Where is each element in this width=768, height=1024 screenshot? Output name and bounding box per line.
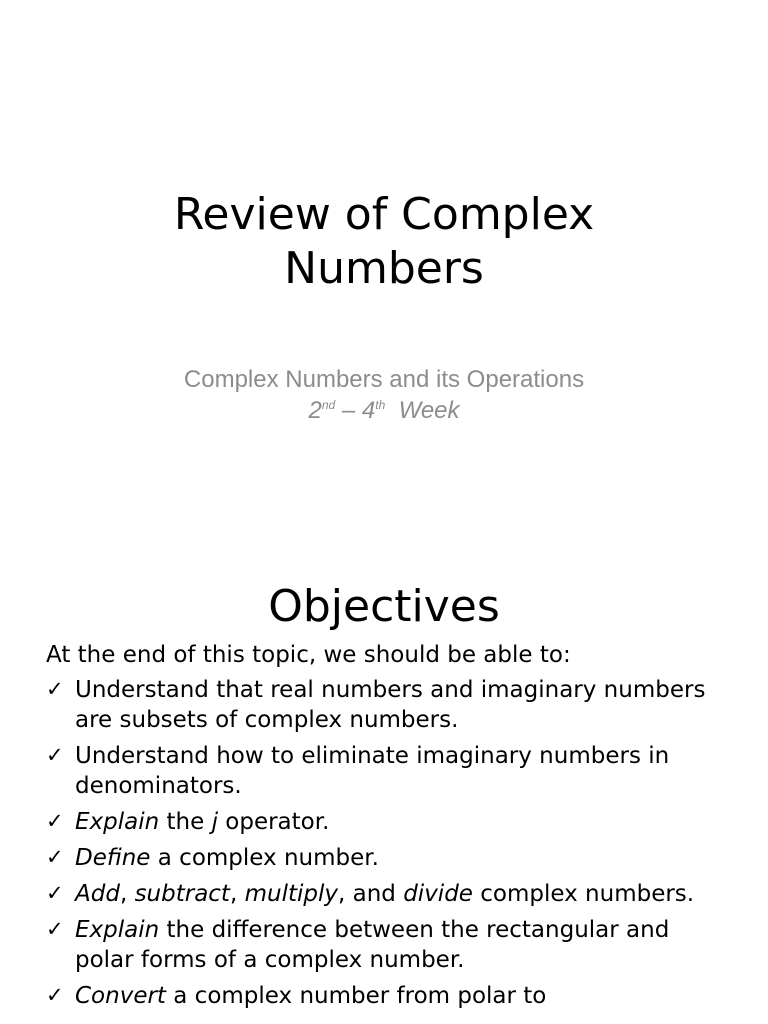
objectives-list [46, 675, 726, 1017]
objectives-slide [0, 560, 768, 1024]
objective-item [46, 981, 726, 1011]
checkmark-icon: ✓ [46, 881, 64, 905]
week-dash: – [335, 397, 362, 424]
objectives-heading: Objectives [268, 581, 500, 632]
checkmark-icon: ✓ [46, 809, 64, 833]
subtitle-text: Complex Numbers and its Operations [183, 366, 585, 393]
objective-text: Understand that real numbers and imaginary numbers are subsets of complex numbers. [75, 677, 706, 733]
week-end-suffix: th [375, 398, 386, 412]
checkmark-icon: ✓ [46, 917, 64, 941]
checkmark-icon: ✓ [46, 845, 64, 869]
objective-text: Understand how to eliminate imaginary numbers in denominators. [75, 743, 670, 799]
objective-term: j [211, 809, 218, 835]
objective-item [46, 807, 726, 837]
slide-title-line-1: Review of Complex [173, 189, 595, 240]
objective-verb: Explain [75, 917, 160, 943]
objective-verb: Convert [75, 983, 166, 1009]
objective-item [46, 843, 726, 873]
objective-item [46, 675, 726, 735]
objective-verb: Add [75, 881, 120, 907]
objective-verb: divide [403, 881, 473, 907]
week-range [0, 395, 768, 426]
objective-verb: multiply [244, 881, 338, 907]
objective-verb: Define [75, 845, 151, 871]
week-word: Week [398, 397, 460, 424]
objective-text: , [119, 881, 135, 907]
objective-text: a complex number. [150, 845, 379, 871]
objective-text: a complex number from polar to [165, 983, 547, 1009]
slide-title [0, 188, 768, 296]
week-start-suffix: nd [321, 398, 336, 412]
objective-text: operator. [217, 809, 330, 835]
checkmark-icon: ✓ [46, 743, 64, 767]
objective-text: , and [337, 881, 404, 907]
objective-text: complex numbers. [472, 881, 695, 907]
objective-text: the [159, 809, 212, 835]
objective-text: the difference between the rectangular and polar forms of a complex number. [75, 917, 677, 973]
slide-subtitle [0, 364, 768, 426]
checkmark-icon: ✓ [46, 983, 64, 1007]
objective-verb: subtract [134, 881, 230, 907]
objective-text: , [229, 881, 245, 907]
week-end-number: 4 [361, 397, 376, 424]
objective-verb: Explain [75, 809, 160, 835]
checkmark-icon: ✓ [46, 677, 64, 701]
objective-item [46, 741, 726, 801]
week-start-number: 2 [308, 397, 322, 424]
objective-item [46, 915, 726, 975]
slide-title-line-2: Numbers [284, 243, 484, 294]
objectives-intro: At the end of this topic, we should be able to: [46, 642, 571, 668]
objective-item [46, 879, 726, 909]
